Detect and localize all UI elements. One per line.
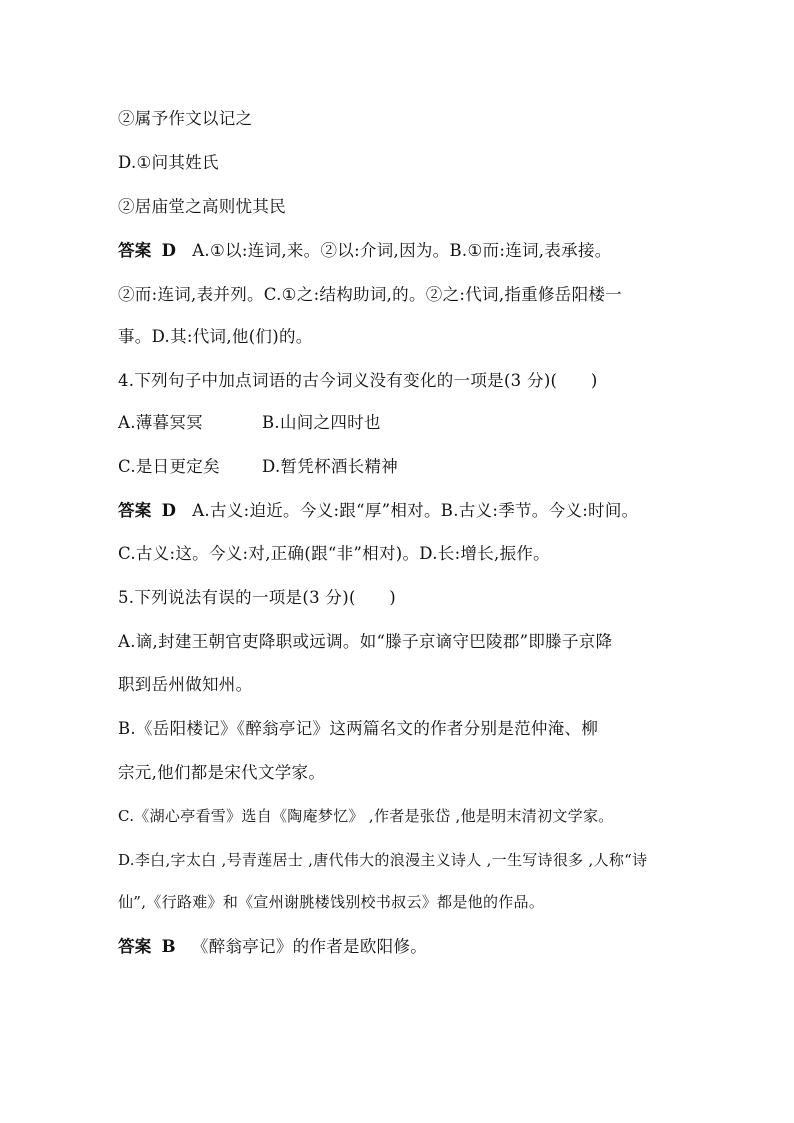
- answer-label: 答案: [118, 241, 152, 260]
- answer-text: 《醉翁亭记》的作者是欧阳修。: [191, 937, 428, 956]
- option-c-line2: ②属予作文以记之: [118, 109, 253, 128]
- answer-label: 答案: [118, 501, 152, 520]
- answer-3: [118, 240, 688, 262]
- option-d: D.暂凭杯酒长精神: [262, 457, 399, 476]
- question-5-option-b-line1: B.《岳阳楼记》《醉翁亭记》这两篇名文的作者分别是范仲淹、柳: [118, 719, 599, 738]
- question-4-options-cd: [118, 456, 688, 478]
- answer-text: A.古义:迫近。今义:跟“厚”相对。B.古义:季节。今义:时间。: [192, 501, 639, 520]
- option-c: C.是日更定矣: [118, 457, 220, 476]
- question-5-option-a-line1: A.谪,封建王朝官吏降职或远调。如“滕子京谪守巴陵郡”即滕子京降: [118, 632, 613, 651]
- question-4: 4.下列句子中加点词语的古今词义没有变化的一项是(3 分)( ): [118, 371, 598, 390]
- question-5: 5.下列说法有误的一项是(3 分)( ): [118, 588, 397, 607]
- answer-3-line3: 事。D.其:代词,他(们)的。: [118, 327, 313, 346]
- answer-3-line2: ②而:连词,表并列。C.①之:结构助词,的。②之:代词,指重修岳阳楼一: [118, 285, 622, 304]
- answer-letter: D: [161, 241, 177, 260]
- option-d-line1: D.①问其姓氏: [118, 153, 219, 172]
- question-5-option-b-line2: 宗元,他们都是宋代文学家。: [118, 763, 326, 782]
- answer-5: [118, 936, 688, 958]
- answer-4: [118, 500, 688, 522]
- question-5-option-d-line1: D.李白,字太白 ,号青莲居士 ,唐代伟大的浪漫主义诗人 ,一生写诗很多 ,人称“诗: [118, 851, 648, 869]
- answer-letter: B: [161, 937, 176, 956]
- option-b: B.山间之四时也: [262, 413, 381, 432]
- answer-letter: D: [161, 501, 177, 520]
- answer-label: 答案: [118, 937, 152, 956]
- question-5-option-a-line2: 职到岳州做知州。: [118, 675, 253, 694]
- option-a: A.薄暮冥冥: [118, 413, 203, 432]
- question-5-option-d-line2: 仙”,《行路难》和《宣州谢朓楼饯别校书叔云》都是他的作品。: [118, 893, 545, 911]
- answer-text: A.①以:连词,来。②以:介词,因为。B.①而:连词,表承接。: [192, 241, 612, 260]
- answer-4-line2: C.古义:这。今义:对,正确(跟“非”相对)。D.长:增长,振作。: [118, 544, 550, 563]
- question-5-option-c: C.《湖心亭看雪》选自《陶庵梦忆》 ,作者是张岱 ,他是明末清初文学家。: [118, 807, 614, 825]
- option-d-line2: ②居庙堂之高则忧其民: [118, 197, 286, 216]
- question-4-options-ab: [118, 412, 688, 434]
